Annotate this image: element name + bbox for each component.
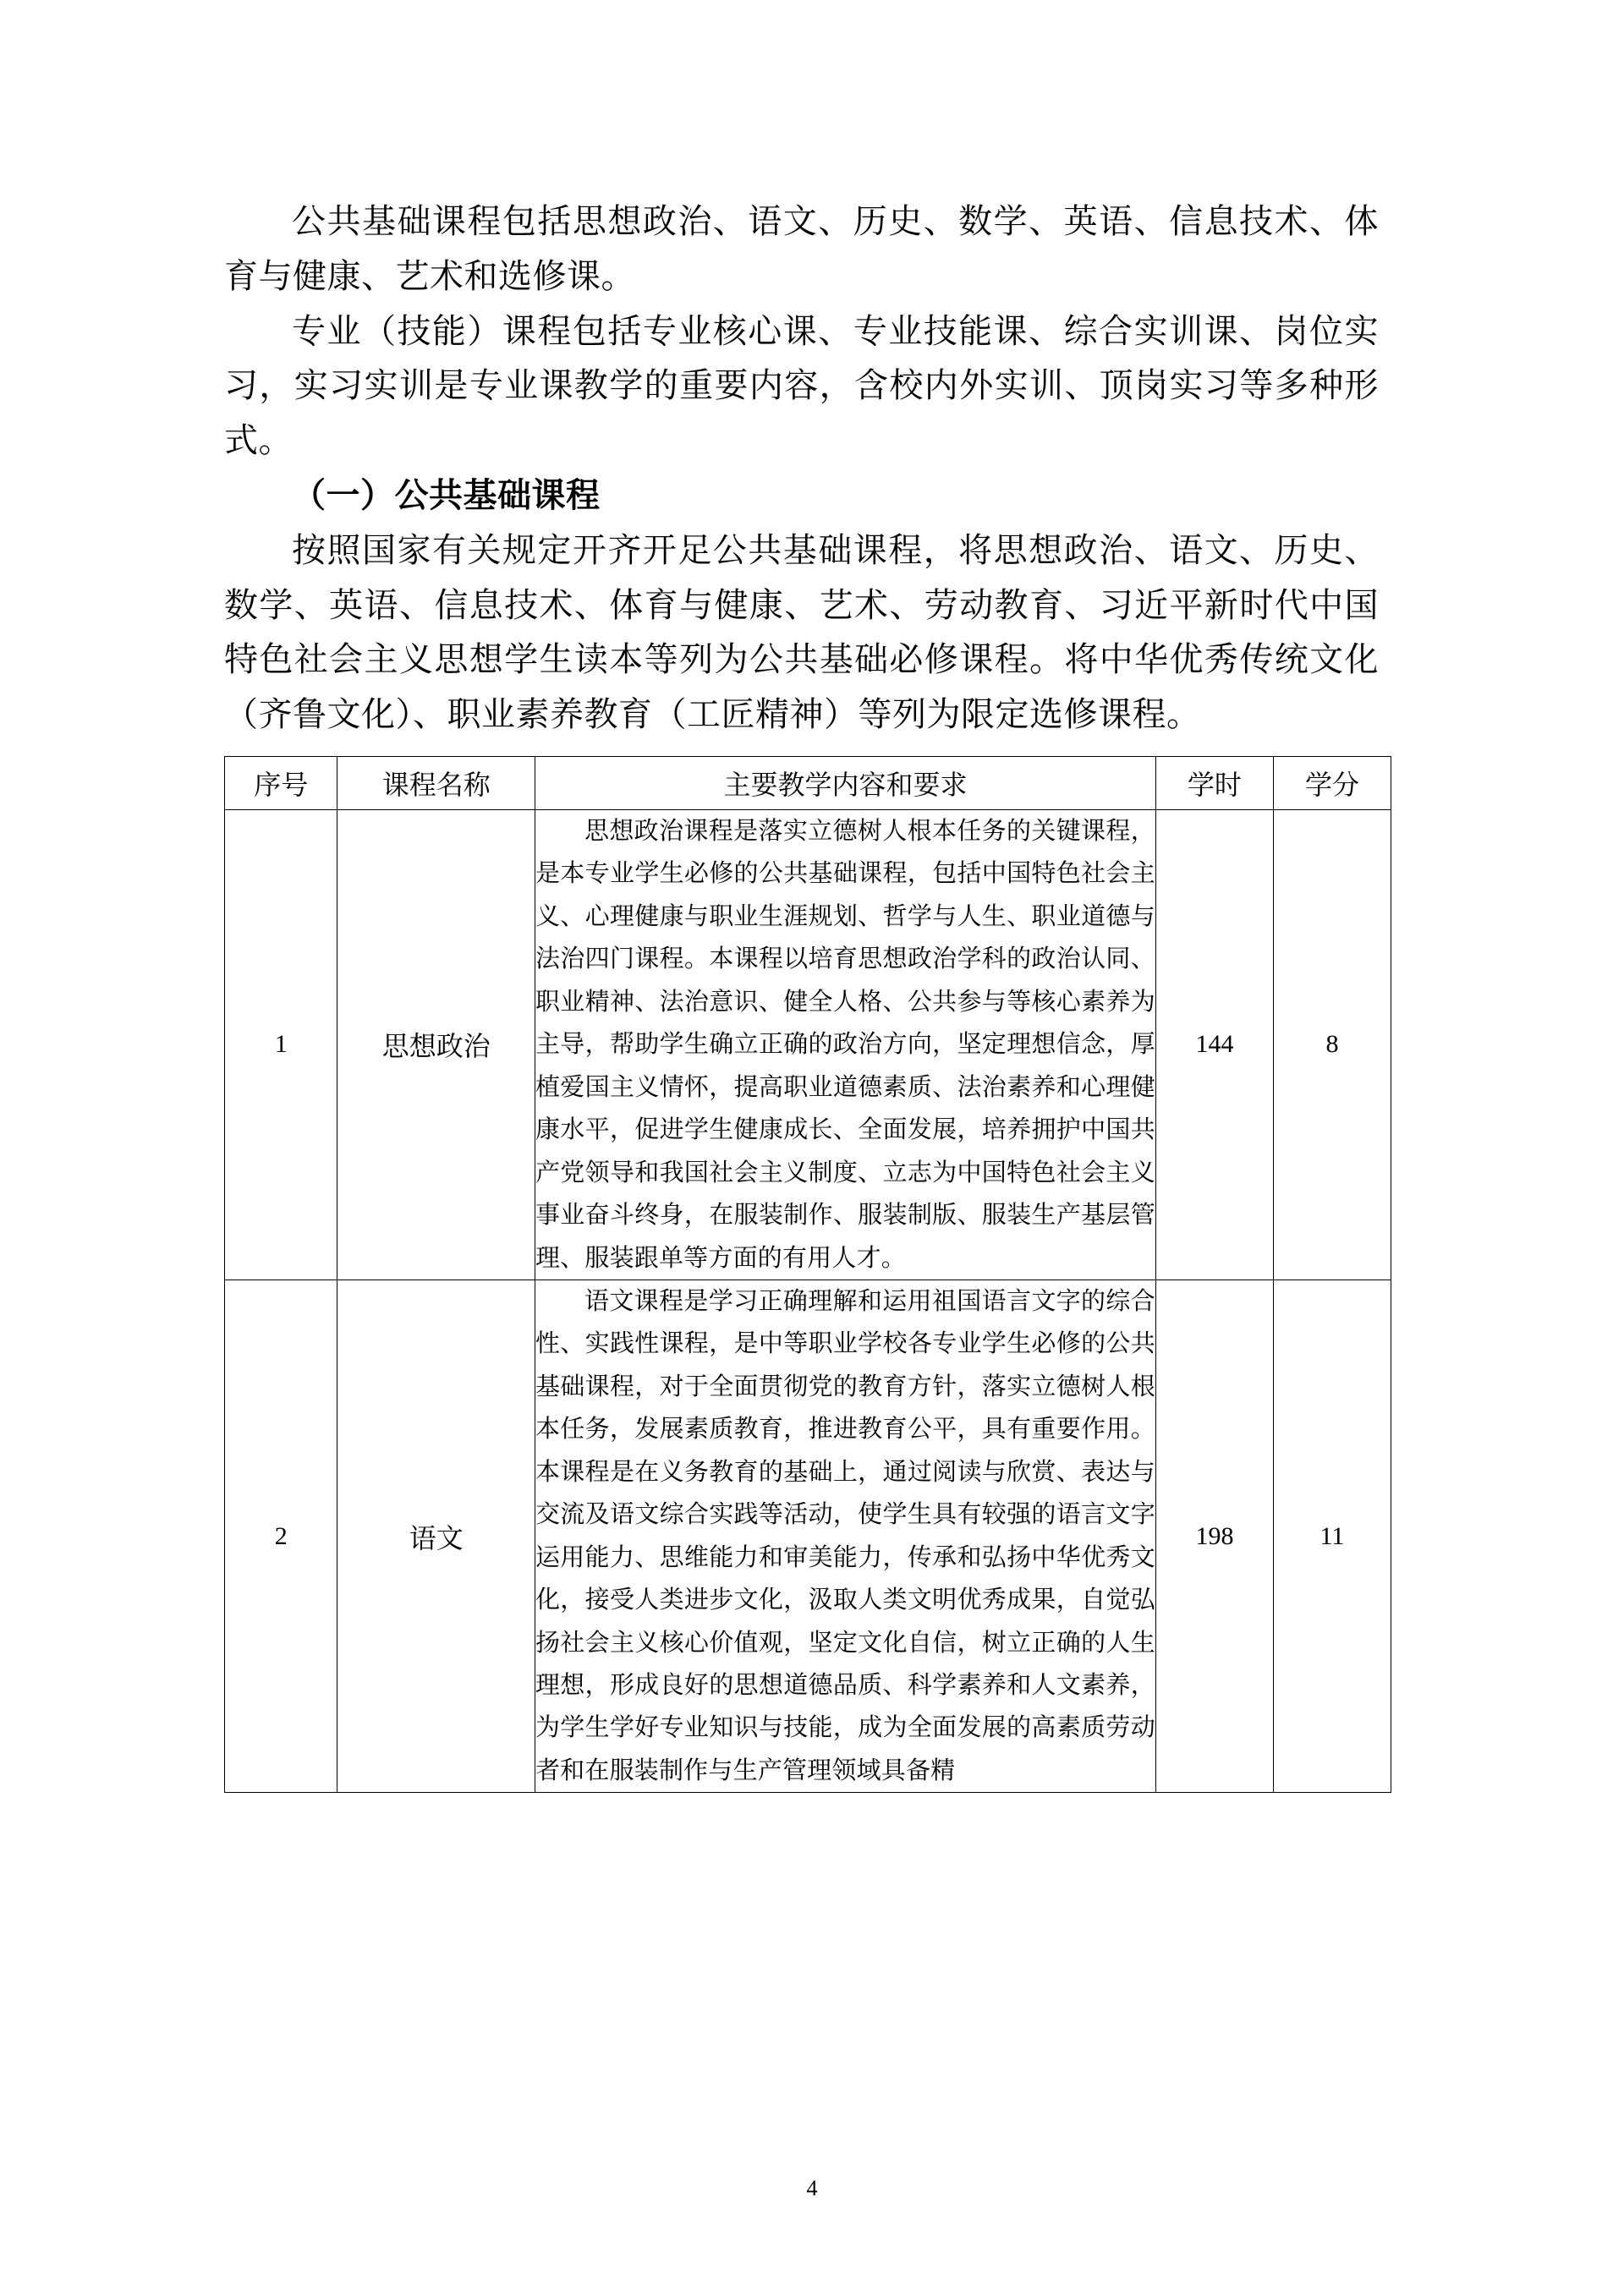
- intro-paragraphs: [224, 195, 1379, 469]
- row-no: 2: [225, 1280, 337, 1792]
- table-header-no: 序号: [225, 756, 337, 809]
- row-credits: 11: [1273, 1280, 1391, 1792]
- table-header-credits: 学分: [1273, 756, 1391, 809]
- table-header-content: 主要教学内容和要求: [535, 756, 1155, 809]
- row-no: 1: [225, 809, 337, 1280]
- row-content: [535, 1280, 1155, 1792]
- row-content: [535, 809, 1155, 1280]
- table-row: [225, 1280, 1391, 1792]
- table-header-row: [225, 756, 1391, 809]
- paragraph-public-basic-courses: 公共基础课程包括思想政治、语文、历史、数学、英语、信息技术、体育与健康、艺术和选修课。: [224, 202, 1379, 295]
- row-course-name: 思想政治: [337, 809, 535, 1280]
- row-credits: 8: [1273, 809, 1391, 1280]
- course-table: [224, 756, 1391, 1793]
- section-heading-public-basic: （一）公共基础课程: [292, 475, 601, 514]
- table-header-hours: 学时: [1155, 756, 1273, 809]
- paragraph-section-detail: 按照国家有关规定开齐开足公共基础课程，将思想政治、语文、历史、数学、英语、信息技术、体育与健康、艺术、劳动教育、习近平新时代中国特色社会主义思想学生读本等列为公共基础必修课程。将中华优秀传统文化（齐鲁文化）、职业素养教育（工匠精神）等列为限定选修课程。: [224, 530, 1379, 734]
- page-number: 4: [806, 2176, 818, 2200]
- row-course-name: 语文: [337, 1280, 535, 1792]
- row-hours: 144: [1155, 809, 1273, 1280]
- row-content-text: 语文课程是学习正确理解和运用祖国语言文字的综合性、实践性课程，是中等职业学校各专业学生必修的公共基础课程，对于全面贯彻党的教育方针，落实立德树人根本任务，发展素质教育，推进教育公平，具有重要作用。本课程是在义务教育的基础上，通过阅读与欣赏、表达与交流及语文综合实践等活动，使学生具有较强的语言文字运用能力、思维能力和审美能力，传承和弘扬中华优秀文化，接受人类进步文化，汲取人类文明优秀成果，自觉弘扬社会主义核心价值观，坚定文化自信，树立正确的人生理想，形成良好的思想道德品质、科学素养和人文素养，为学生学好专业知识与技能，成为全面发展的高素质劳动者和在服装制作与生产管理领域具备精: [535, 1287, 1155, 1784]
- paragraph-professional-courses: 专业（技能）课程包括专业核心课、专业技能课、综合实训课、岗位实习，实习实训是专业课教学的重要内容，含校内外实训、顶岗实习等多种形式。: [224, 311, 1379, 460]
- row-content-text: 思想政治课程是落实立德树人根本任务的关键课程，是本专业学生必修的公共基础课程，包括中国特色社会主义、心理健康与职业生涯规划、哲学与人生、职业道德与法治四门课程。本课程以培育思想政治学科的政治认同、职业精神、法治意识、健全人格、公共参与等核心素养为主导，帮助学生确立正确的政治方向，坚定理想信念，厚植爱国主义情怀，提高职业道德素质、法治素养和心理健康水平，促进学生健康成长、全面发展，培养拥护中国共产党领导和我国社会主义制度、立志为中国特色社会主义事业奋斗终身，在服装制作、服装制版、服装生产基层管理、服装跟单等方面的有用人才。: [535, 817, 1155, 1272]
- row-hours: 198: [1155, 1280, 1273, 1792]
- section-body: [224, 523, 1379, 743]
- table-header-course-name: 课程名称: [337, 756, 535, 809]
- table-row: [225, 809, 1391, 1280]
